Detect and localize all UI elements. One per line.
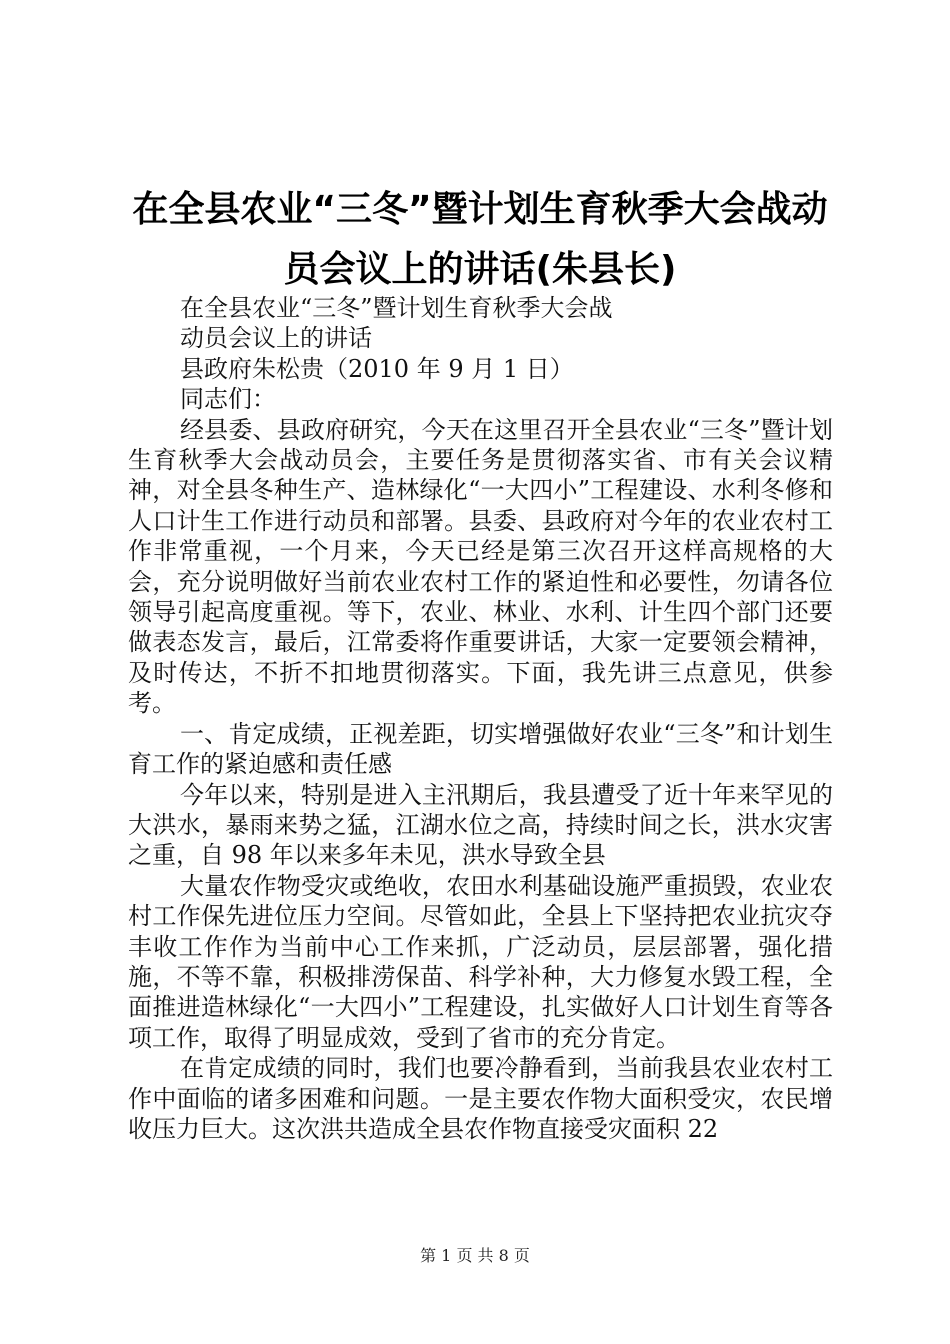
paragraph-1: 经县委、县政府研究，今天在这里召开全县农业“三冬”暨计划生育秋季大会战动员会，主要任务是贯彻落实省、市有关会议精神，对全县冬种生产、造林绿化“一大四小”工程建设、水利冬修和人口计生工作进行动员和部署。县委、县政府对今年的农业农村工作非常重视，一个月来，今天已经是第三次召开这样高规格的大会，充分说明做好当前农业农村工作的紧迫性和必要性，勿请各位领导引起高度重视。等下，农业、林业、水利、计生四个部门还要做表态发言，最后，江常委将作重要讲话，大家一定要领会精神，及时传达，不折不扣地贯彻落实。下面，我先讲三点意见，供参考。	[128, 415, 833, 718]
title-line-1: 在全县农业“三冬”暨计划生育秋季大会战动	[132, 189, 828, 230]
page-footer: 第 1 页 共 8 页	[420, 1246, 530, 1265]
paragraph-2: 今年以来，特别是进入主汛期后，我县遭受了近十年来罕见的大洪水，暴雨来势之猛，江湖水位之高，持续时间之长，洪水灾害之重，自 98 年以来多年未见，洪水导致全县	[128, 780, 833, 870]
document-body	[128, 293, 833, 1144]
paragraph-3: 大量农作物受灾或绝收，农田水利基础设施严重损毁，农业农村工作保先进位压力空间。尽管如此，全县上下坚持把农业抗灾夺丰收工作作为当前中心工作来抓，广泛动员，层层部署，强化措施，不等不靠，积极排涝保苗、科学补种，大力修复水毁工程，全面推进造林绿化“一大四小”工程建设，扎实做好人口计划生育等各项工作，取得了明显成效，受到了省市的充分肯定。	[128, 871, 833, 1052]
subtitle-line-1: 在全县农业“三冬”暨计划生育秋季大会战	[180, 294, 613, 322]
paragraph-4: 在肯定成绩的同时，我们也要冷静看到，当前我县农业农村工作中面临的诸多困难和问题。一是主要农作物大面积受灾，农民增收压力巨大。这次洪共造成全县农作物直接受灾面积 22	[128, 1054, 833, 1143]
subtitle-line-2: 动员会议上的讲话	[180, 324, 372, 353]
salutation: 同志们：	[180, 385, 276, 414]
byline: 县政府朱松贵（2010 年 9 月 1 日）	[180, 354, 574, 383]
section-heading-1: 一、肯定成绩，正视差距，切实增强做好农业“三冬”和计划生育工作的紧迫感和责任感	[128, 719, 833, 779]
document-title	[120, 180, 840, 300]
title-line-2: 员会议上的讲话(朱县长)	[283, 249, 677, 290]
